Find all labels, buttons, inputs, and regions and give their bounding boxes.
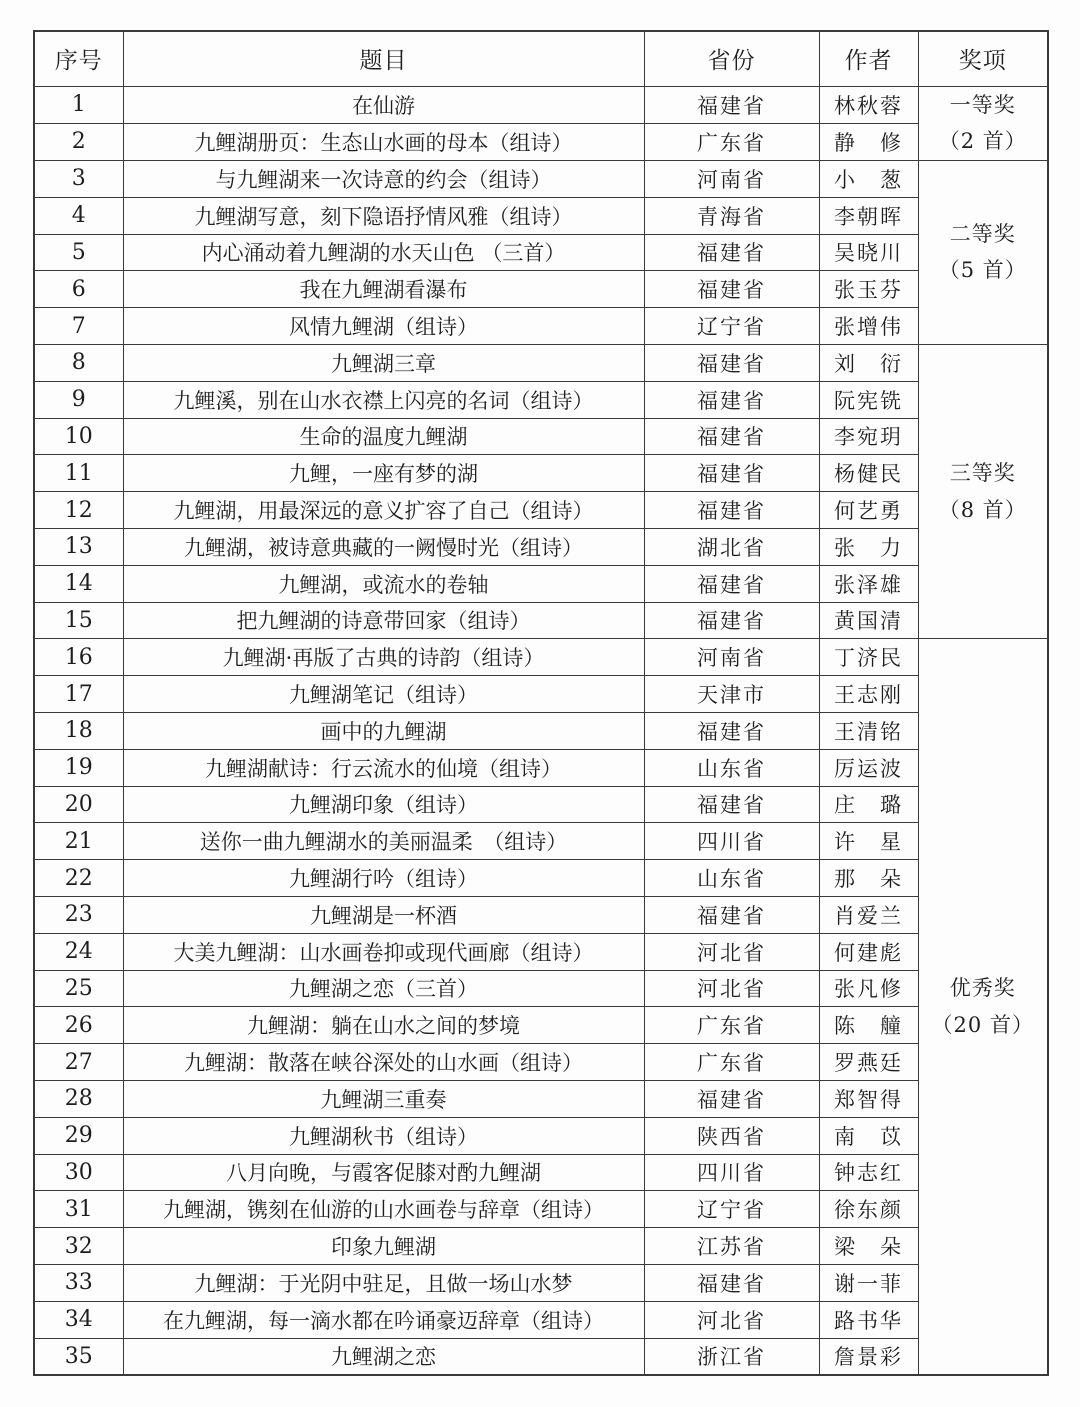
table-row bbox=[34, 1117, 1048, 1154]
award-name: 优秀奖 bbox=[949, 975, 1016, 1000]
table-row bbox=[34, 1301, 1048, 1338]
table-body bbox=[34, 86, 1048, 1375]
table-row bbox=[34, 565, 1048, 602]
table-row bbox=[34, 933, 1048, 970]
table-row bbox=[34, 1007, 1048, 1044]
award-cell bbox=[918, 344, 1048, 638]
province-cell: 福建省 bbox=[644, 1264, 819, 1301]
author-cell: 李宛玥 bbox=[819, 418, 918, 455]
title-cell: 九鲤湖，用最深远的意义扩容了自己（组诗） bbox=[123, 492, 644, 529]
author-cell: 陈 艟 bbox=[819, 1007, 918, 1044]
row-number-cell: 13 bbox=[34, 528, 123, 565]
row-number-cell: 14 bbox=[34, 565, 123, 602]
province-cell: 四川省 bbox=[644, 1154, 819, 1191]
row-number-cell: 1 bbox=[34, 86, 123, 123]
table-row bbox=[34, 528, 1048, 565]
province-cell: 福建省 bbox=[644, 786, 819, 823]
province-cell: 福建省 bbox=[644, 602, 819, 639]
award-count: （8 首） bbox=[938, 497, 1027, 522]
author-cell: 庄 璐 bbox=[819, 786, 918, 823]
title-cell: 九鲤，一座有梦的湖 bbox=[123, 455, 644, 492]
title-cell: 九鲤湖写意，刻下隐语抒情风雅（组诗） bbox=[123, 197, 644, 234]
author-cell: 钟志红 bbox=[819, 1154, 918, 1191]
province-cell: 福建省 bbox=[644, 344, 819, 381]
title-cell: 生命的温度九鲤湖 bbox=[123, 418, 644, 455]
title-cell: 九鲤湖秋书（组诗） bbox=[123, 1117, 644, 1154]
author-cell: 丁济民 bbox=[819, 639, 918, 676]
province-cell: 福建省 bbox=[644, 565, 819, 602]
province-cell: 山东省 bbox=[644, 749, 819, 786]
author-cell: 郑智得 bbox=[819, 1080, 918, 1117]
province-cell: 四川省 bbox=[644, 823, 819, 860]
author-cell: 林秋蓉 bbox=[819, 86, 918, 123]
author-cell: 刘 衍 bbox=[819, 344, 918, 381]
author-cell: 阮宪铣 bbox=[819, 381, 918, 418]
table-row bbox=[34, 823, 1048, 860]
province-cell: 福建省 bbox=[644, 381, 819, 418]
province-cell: 青海省 bbox=[644, 197, 819, 234]
province-cell: 陕西省 bbox=[644, 1117, 819, 1154]
table-row bbox=[34, 492, 1048, 529]
award-count: （20 首） bbox=[931, 1012, 1034, 1037]
row-number-cell: 32 bbox=[34, 1228, 123, 1265]
table-row bbox=[34, 970, 1048, 1007]
table-row bbox=[34, 86, 1048, 123]
title-cell: 与九鲤湖来一次诗意的约会（组诗） bbox=[123, 161, 644, 198]
table-row bbox=[34, 896, 1048, 933]
author-cell: 王志刚 bbox=[819, 676, 918, 713]
table-header-row bbox=[34, 31, 1048, 86]
table-row bbox=[34, 860, 1048, 897]
title-cell: 九鲤湖，被诗意典藏的一阙慢时光（组诗） bbox=[123, 528, 644, 565]
author-cell: 黄国清 bbox=[819, 602, 918, 639]
title-cell: 九鲤湖之恋 bbox=[123, 1338, 644, 1375]
title-cell: 内心涌动着九鲤湖的水天山色 （三首） bbox=[123, 234, 644, 271]
province-cell: 福建省 bbox=[644, 86, 819, 123]
awards-table bbox=[33, 30, 1049, 1376]
row-number-cell: 17 bbox=[34, 676, 123, 713]
award-cell bbox=[918, 639, 1048, 1375]
province-cell: 福建省 bbox=[644, 1080, 819, 1117]
award-name: 二等奖 bbox=[949, 221, 1016, 246]
title-cell: 在九鲤湖，每一滴水都在吟诵豪迈辞章（组诗） bbox=[123, 1301, 644, 1338]
province-cell: 江苏省 bbox=[644, 1228, 819, 1265]
province-cell: 福建省 bbox=[644, 271, 819, 308]
award-count: （2 首） bbox=[938, 129, 1027, 154]
author-cell: 张 力 bbox=[819, 528, 918, 565]
row-number-cell: 4 bbox=[34, 197, 123, 234]
province-cell: 辽宁省 bbox=[644, 1191, 819, 1228]
author-cell: 何艺勇 bbox=[819, 492, 918, 529]
author-cell: 张凡修 bbox=[819, 970, 918, 1007]
author-cell: 杨健民 bbox=[819, 455, 918, 492]
table-row bbox=[34, 1338, 1048, 1375]
table-row bbox=[34, 123, 1048, 160]
row-number-cell: 5 bbox=[34, 234, 123, 271]
province-cell: 天津市 bbox=[644, 676, 819, 713]
province-cell: 河北省 bbox=[644, 970, 819, 1007]
row-number-cell: 34 bbox=[34, 1301, 123, 1338]
province-cell: 湖北省 bbox=[644, 528, 819, 565]
author-cell: 静 修 bbox=[819, 123, 918, 160]
table-row bbox=[34, 308, 1048, 345]
row-number-cell: 15 bbox=[34, 602, 123, 639]
author-cell: 谢一菲 bbox=[819, 1264, 918, 1301]
province-cell: 福建省 bbox=[644, 418, 819, 455]
table-row bbox=[34, 1154, 1048, 1191]
title-cell: 画中的九鲤湖 bbox=[123, 712, 644, 749]
province-cell: 山东省 bbox=[644, 860, 819, 897]
row-number-cell: 29 bbox=[34, 1117, 123, 1154]
author-cell: 南 苡 bbox=[819, 1117, 918, 1154]
row-number-cell: 2 bbox=[34, 123, 123, 160]
row-number-cell: 35 bbox=[34, 1338, 123, 1375]
row-number-cell: 27 bbox=[34, 1044, 123, 1081]
row-number-cell: 3 bbox=[34, 161, 123, 198]
row-number-cell: 9 bbox=[34, 381, 123, 418]
title-cell: 九鲤湖献诗：行云流水的仙境（组诗） bbox=[123, 749, 644, 786]
row-number-cell: 24 bbox=[34, 933, 123, 970]
award-name: 一等奖 bbox=[949, 92, 1016, 117]
row-number-cell: 11 bbox=[34, 455, 123, 492]
row-number-cell: 8 bbox=[34, 344, 123, 381]
author-cell: 詹景彩 bbox=[819, 1338, 918, 1375]
title-cell: 九鲤湖，镌刻在仙游的山水画卷与辞章（组诗） bbox=[123, 1191, 644, 1228]
province-cell: 河南省 bbox=[644, 639, 819, 676]
table-row bbox=[34, 271, 1048, 308]
row-number-cell: 10 bbox=[34, 418, 123, 455]
province-cell: 广东省 bbox=[644, 1044, 819, 1081]
author-cell: 何建彪 bbox=[819, 933, 918, 970]
title-cell: 九鲤溪，别在山水衣襟上闪亮的名词（组诗） bbox=[123, 381, 644, 418]
header-award: 奖项 bbox=[918, 31, 1048, 86]
author-cell: 徐东颜 bbox=[819, 1191, 918, 1228]
table-row bbox=[34, 602, 1048, 639]
title-cell: 九鲤湖是一杯酒 bbox=[123, 896, 644, 933]
award-cell bbox=[918, 161, 1048, 345]
author-cell: 路书华 bbox=[819, 1301, 918, 1338]
author-cell: 梁 朵 bbox=[819, 1228, 918, 1265]
title-cell: 九鲤湖册页：生态山水画的母本（组诗） bbox=[123, 123, 644, 160]
awards-table-container bbox=[33, 30, 1049, 1376]
title-cell: 我在九鲤湖看瀑布 bbox=[123, 271, 644, 308]
table-row bbox=[34, 786, 1048, 823]
table-header bbox=[34, 31, 1048, 86]
author-cell: 张玉芬 bbox=[819, 271, 918, 308]
row-number-cell: 21 bbox=[34, 823, 123, 860]
title-cell: 送你一曲九鲤湖水的美丽温柔 （组诗） bbox=[123, 823, 644, 860]
title-cell: 九鲤湖印象（组诗） bbox=[123, 786, 644, 823]
author-cell: 王清铭 bbox=[819, 712, 918, 749]
title-cell: 印象九鲤湖 bbox=[123, 1228, 644, 1265]
row-number-cell: 26 bbox=[34, 1007, 123, 1044]
title-cell: 风情九鲤湖（组诗） bbox=[123, 308, 644, 345]
row-number-cell: 22 bbox=[34, 860, 123, 897]
province-cell: 河北省 bbox=[644, 1301, 819, 1338]
province-cell: 福建省 bbox=[644, 455, 819, 492]
title-cell: 九鲤湖三章 bbox=[123, 344, 644, 381]
province-cell: 福建省 bbox=[644, 234, 819, 271]
row-number-cell: 23 bbox=[34, 896, 123, 933]
row-number-cell: 31 bbox=[34, 1191, 123, 1228]
title-cell: 九鲤湖之恋（三首） bbox=[123, 970, 644, 1007]
row-number-cell: 19 bbox=[34, 749, 123, 786]
author-cell: 李朝晖 bbox=[819, 197, 918, 234]
author-cell: 小 葱 bbox=[819, 161, 918, 198]
author-cell: 吴晓川 bbox=[819, 234, 918, 271]
row-number-cell: 6 bbox=[34, 271, 123, 308]
header-title: 题目 bbox=[123, 31, 644, 86]
title-cell: 九鲤湖：于光阴中驻足，且做一场山水梦 bbox=[123, 1264, 644, 1301]
province-cell: 广东省 bbox=[644, 1007, 819, 1044]
row-number-cell: 28 bbox=[34, 1080, 123, 1117]
province-cell: 福建省 bbox=[644, 492, 819, 529]
province-cell: 福建省 bbox=[644, 896, 819, 933]
province-cell: 河南省 bbox=[644, 161, 819, 198]
row-number-cell: 25 bbox=[34, 970, 123, 1007]
author-cell: 许 星 bbox=[819, 823, 918, 860]
table-row bbox=[34, 344, 1048, 381]
table-row bbox=[34, 749, 1048, 786]
row-number-cell: 30 bbox=[34, 1154, 123, 1191]
author-cell: 张增伟 bbox=[819, 308, 918, 345]
header-author: 作者 bbox=[819, 31, 918, 86]
title-cell: 九鲤湖笔记（组诗） bbox=[123, 676, 644, 713]
table-row bbox=[34, 418, 1048, 455]
table-row bbox=[34, 1080, 1048, 1117]
author-cell: 张泽雄 bbox=[819, 565, 918, 602]
title-cell: 九鲤湖：躺在山水之间的梦境 bbox=[123, 1007, 644, 1044]
table-row bbox=[34, 1191, 1048, 1228]
header-province: 省份 bbox=[644, 31, 819, 86]
table-row bbox=[34, 639, 1048, 676]
row-number-cell: 7 bbox=[34, 308, 123, 345]
row-number-cell: 18 bbox=[34, 712, 123, 749]
province-cell: 福建省 bbox=[644, 712, 819, 749]
table-row bbox=[34, 197, 1048, 234]
title-cell: 九鲤湖行吟（组诗） bbox=[123, 860, 644, 897]
table-row bbox=[34, 455, 1048, 492]
title-cell: 九鲤湖·再版了古典的诗韵（组诗） bbox=[123, 639, 644, 676]
title-cell: 九鲤湖：散落在峡谷深处的山水画（组诗） bbox=[123, 1044, 644, 1081]
title-cell: 在仙游 bbox=[123, 86, 644, 123]
table-row bbox=[34, 1044, 1048, 1081]
author-cell: 那 朵 bbox=[819, 860, 918, 897]
province-cell: 浙江省 bbox=[644, 1338, 819, 1375]
row-number-cell: 33 bbox=[34, 1264, 123, 1301]
row-number-cell: 20 bbox=[34, 786, 123, 823]
row-number-cell: 16 bbox=[34, 639, 123, 676]
author-cell: 肖爱兰 bbox=[819, 896, 918, 933]
header-number: 序号 bbox=[34, 31, 123, 86]
table-row bbox=[34, 234, 1048, 271]
table-row bbox=[34, 1264, 1048, 1301]
title-cell: 八月向晚，与霞客促膝对酌九鲤湖 bbox=[123, 1154, 644, 1191]
author-cell: 罗燕廷 bbox=[819, 1044, 918, 1081]
title-cell: 九鲤湖，或流水的卷轴 bbox=[123, 565, 644, 602]
table-row bbox=[34, 381, 1048, 418]
award-name: 三等奖 bbox=[949, 460, 1016, 485]
table-row bbox=[34, 1228, 1048, 1265]
province-cell: 辽宁省 bbox=[644, 308, 819, 345]
title-cell: 大美九鲤湖：山水画卷抑或现代画廊（组诗） bbox=[123, 933, 644, 970]
table-row bbox=[34, 161, 1048, 198]
row-number-cell: 12 bbox=[34, 492, 123, 529]
award-cell bbox=[918, 86, 1048, 161]
table-row bbox=[34, 712, 1048, 749]
province-cell: 河北省 bbox=[644, 933, 819, 970]
province-cell: 广东省 bbox=[644, 123, 819, 160]
author-cell: 厉运波 bbox=[819, 749, 918, 786]
table-row bbox=[34, 676, 1048, 713]
title-cell: 把九鲤湖的诗意带回家（组诗） bbox=[123, 602, 644, 639]
title-cell: 九鲤湖三重奏 bbox=[123, 1080, 644, 1117]
award-count: （5 首） bbox=[938, 258, 1027, 283]
